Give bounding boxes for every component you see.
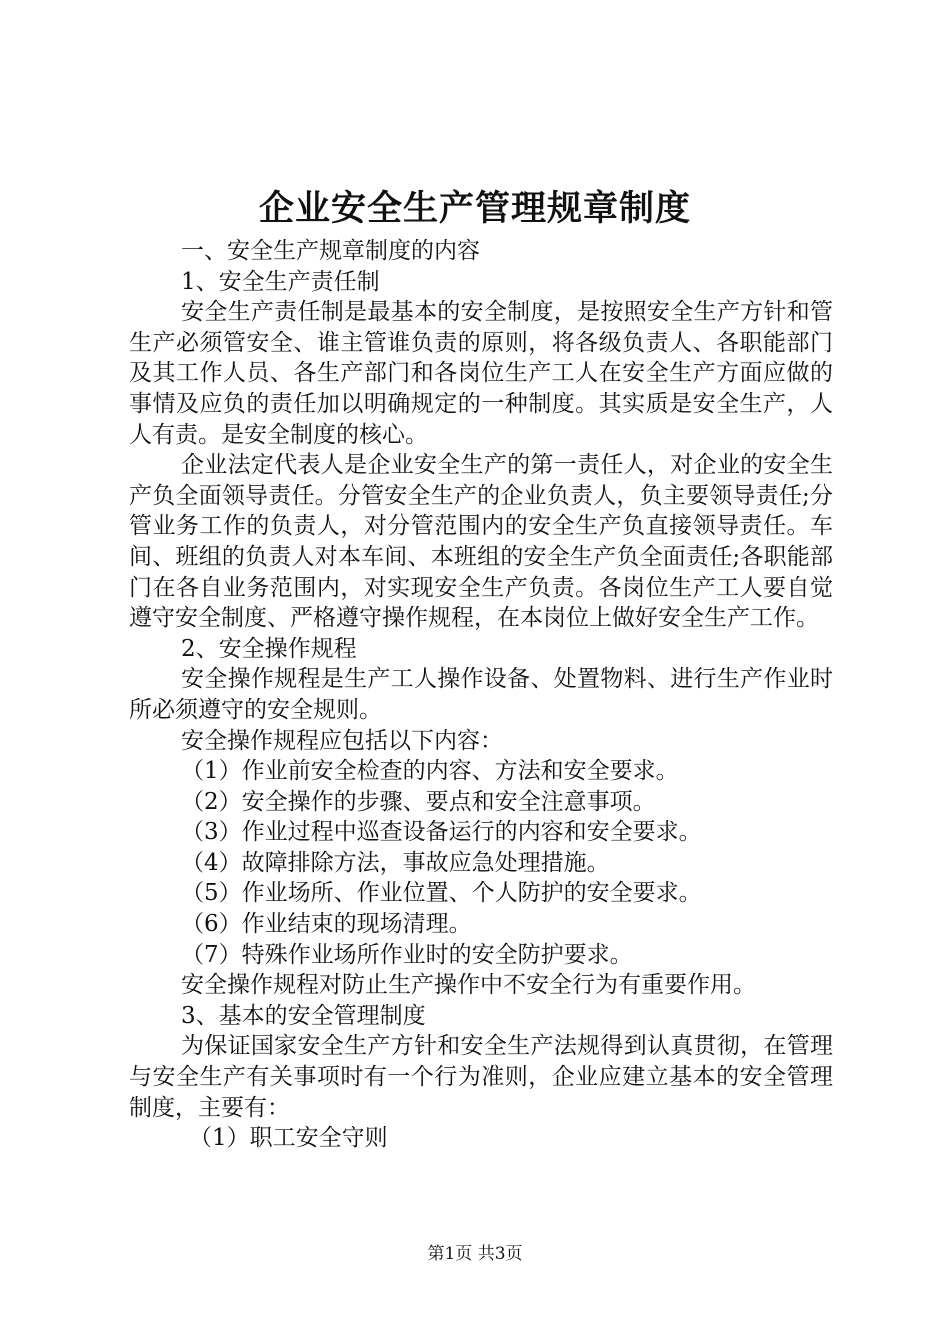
paragraph: 安全操作规程是生产工人操作设备、处置物料、进行生产作业时所必须遵守的安全规则。 <box>129 666 833 723</box>
document-title: 企业安全生产管理规章制度 <box>258 188 691 229</box>
paragraph: 安全操作规程应包括以下内容： <box>181 727 503 754</box>
paragraph: 安全生产责任制是最基本的安全制度，是按照安全生产方针和管生产必须管安全、谁主管谁负责的原则，将各级负责人、各职能部门及其工作人员、各生产部门和各岗位生产工人在安全生产方面应做的事情及应负的责任加以明确规定的一种制度。其实质是安全生产，人人有责。是安全制度的核心。 <box>129 299 833 448</box>
paragraph: 3、基本的安全管理制度 <box>181 1002 426 1029</box>
page-footer: 第1页 共3页 <box>427 1244 523 1264</box>
list-item: （6）作业结束的现场清理。 <box>181 911 472 938</box>
list-item: （3）作业过程中巡查设备运行的内容和安全要求。 <box>181 819 702 846</box>
list-item: （7）特殊作业场所作业时的安全防护要求。 <box>181 941 633 968</box>
paragraph: 一、安全生产规章制度的内容 <box>181 238 480 264</box>
document-body <box>129 236 833 1154</box>
paragraph: 2、安全操作规程 <box>181 635 357 662</box>
list-item: （2）安全操作的步骤、要点和安全注意事项。 <box>181 788 656 815</box>
paragraph: 企业法定代表人是企业安全生产的第一责任人，对企业的安全生产负全面领导责任。分管安全生产的企业负责人，负主要领导责任;分管业务工作的负责人，对分管范围内的安全生产负直接领导责任。车间、班组的负责人对本车间、本班组的安全生产负全面责任;各职能部门在各自业务范围内，对实现安全生产负责。各岗位生产工人要自觉遵守安全制度、严格遵守操作规程，在本岗位上做好安全生产工作。 <box>129 452 833 632</box>
paragraph: 安全操作规程对防止生产操作中不安全行为有重要作用。 <box>181 972 756 999</box>
paragraph: 为保证国家安全生产方针和安全生产法规得到认真贯彻，在管理与安全生产有关事项时有一个行为准则，企业应建立基本的安全管理制度，主要有： <box>129 1033 833 1121</box>
list-item: （5）作业场所、作业位置、个人防护的安全要求。 <box>181 880 702 907</box>
list-item: （1）作业前安全检查的内容、方法和安全要求。 <box>181 758 679 785</box>
list-item: （1）职工安全守则 <box>189 1125 388 1152</box>
list-item: （4）故障排除方法，事故应急处理措施。 <box>181 849 610 876</box>
paragraph: 1、安全生产责任制 <box>181 268 380 295</box>
